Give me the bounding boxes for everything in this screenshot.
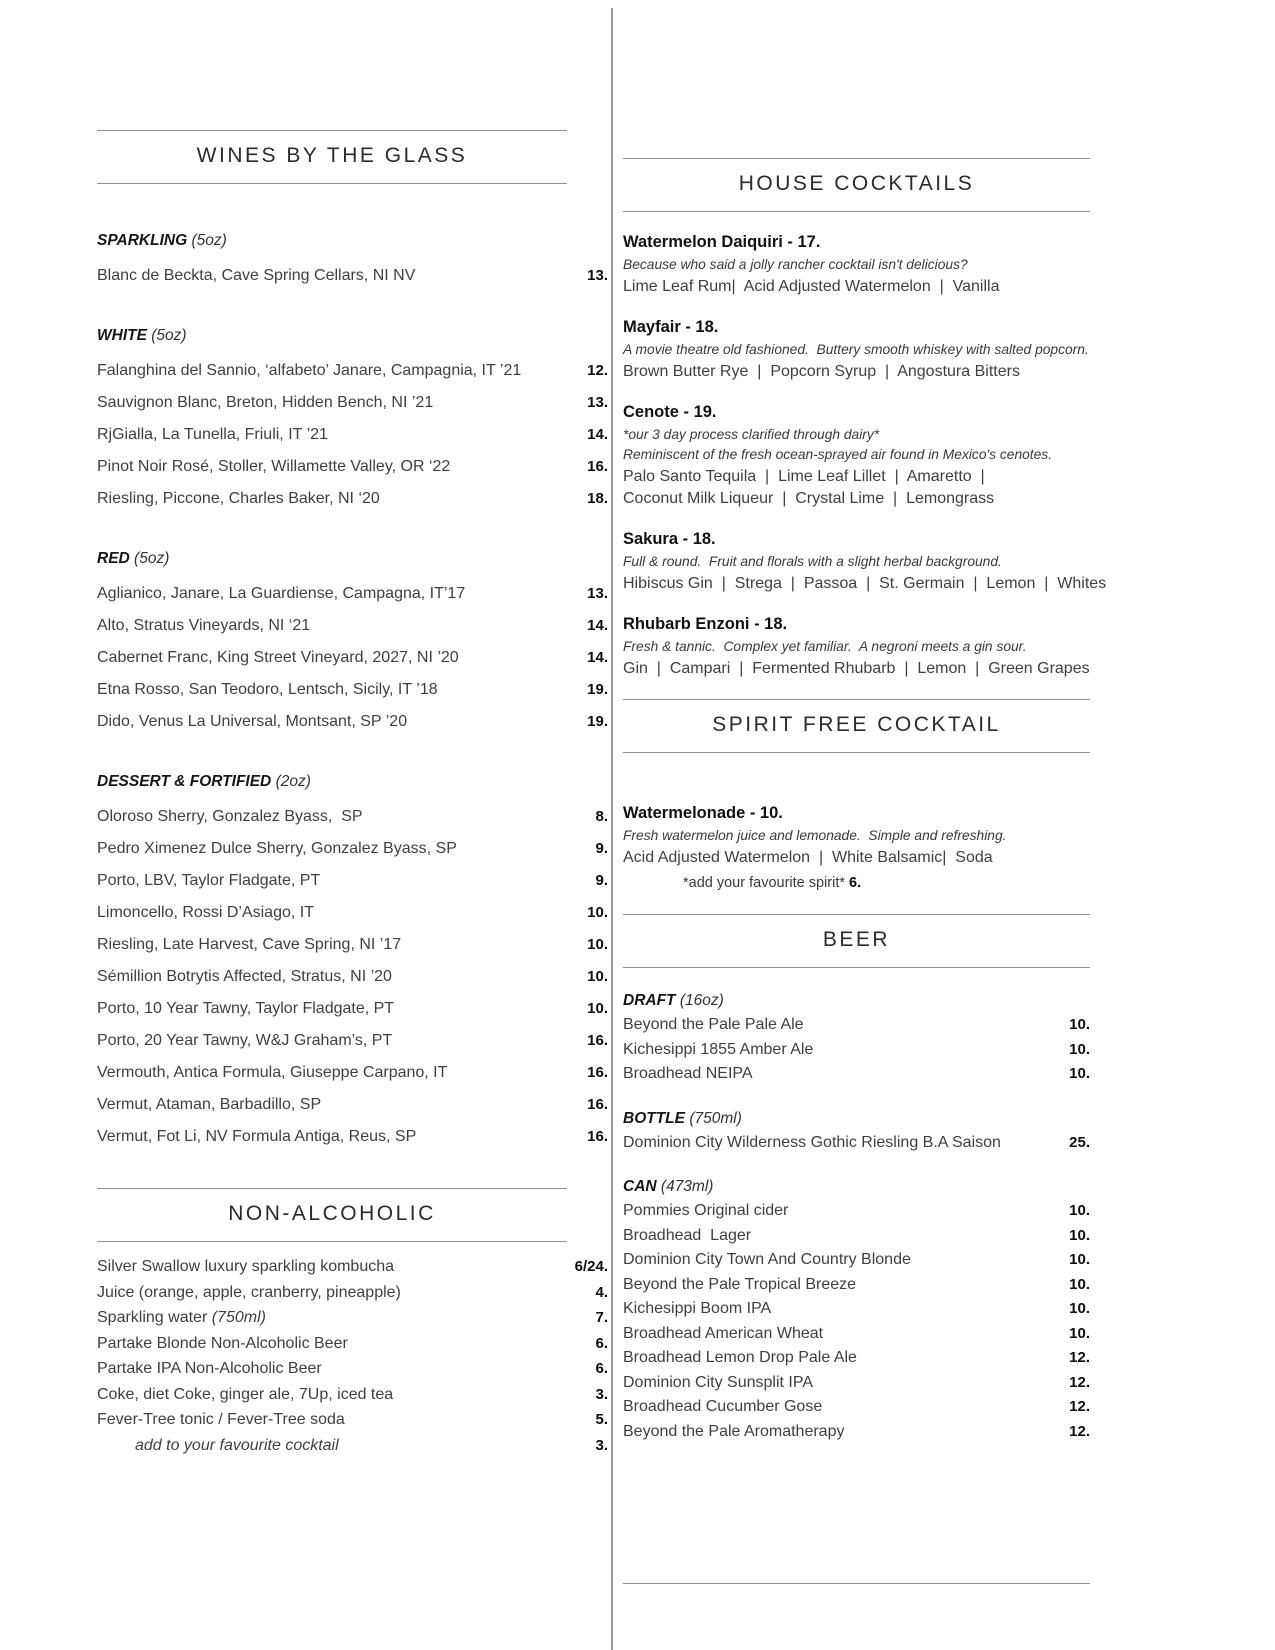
item-price: 16. bbox=[587, 1128, 608, 1145]
group-label bbox=[97, 327, 608, 345]
item-name: Broadhead Lager bbox=[623, 1226, 752, 1244]
group-label bbox=[623, 992, 1090, 1010]
menu-item-row bbox=[97, 1386, 608, 1404]
group-size-text: (5oz) bbox=[191, 232, 227, 249]
item-name: Pommies Original cider bbox=[623, 1202, 789, 1219]
menu-item-row bbox=[97, 267, 608, 285]
beer-group-draft bbox=[623, 992, 1090, 1090]
menu-item-row bbox=[97, 968, 608, 986]
item-name: Kichesippi Boom IPA bbox=[623, 1300, 772, 1317]
cocktail-entry bbox=[623, 402, 1090, 509]
item-name: Pedro Ximenez Dulce Sherry, Gonzalez Byass, SP bbox=[97, 840, 457, 857]
cocktail-ingredients: Brown Butter Rye | Popcorn Syrup | Angostura Bitters bbox=[623, 363, 1020, 380]
cocktail-description: Fresh watermelon juice and lemonade. Simple and refreshing. bbox=[623, 828, 1007, 843]
item-price: 6. bbox=[595, 1334, 608, 1352]
beer-group-bottle bbox=[623, 1110, 1090, 1159]
item-price: 10. bbox=[1069, 1300, 1090, 1317]
group-label-text: WHITE bbox=[97, 327, 147, 344]
item-price: 6/24. bbox=[574, 1258, 608, 1275]
cocktail-entry bbox=[623, 529, 1107, 594]
cocktail-description: *our 3 day process clarified through dairy* bbox=[623, 427, 880, 442]
wine-section-sparkling bbox=[97, 232, 608, 299]
bottom-section-rule bbox=[623, 1583, 1090, 1584]
wine-list bbox=[97, 232, 608, 1160]
cocktail-description: Fresh & tannic. Complex yet familiar. A negroni meets a gin sour. bbox=[623, 639, 1027, 654]
group-label bbox=[623, 1178, 1090, 1196]
item-price: 12. bbox=[1069, 1398, 1090, 1415]
item-price: 4. bbox=[595, 1283, 608, 1301]
item-name bbox=[97, 1309, 266, 1327]
group-label-text: CAN bbox=[623, 1178, 657, 1195]
beer-group-can bbox=[623, 1178, 1090, 1447]
item-price: 10. bbox=[1069, 1324, 1090, 1342]
item-name: Coke, diet Coke, ginger ale, 7Up, iced tea bbox=[97, 1385, 394, 1403]
menu-item-row bbox=[97, 490, 608, 508]
menu-item-row bbox=[623, 1276, 1090, 1294]
item-price: 7. bbox=[595, 1309, 608, 1326]
item-price: 12. bbox=[1069, 1422, 1090, 1440]
item-price: 25. bbox=[1069, 1133, 1090, 1151]
item-name: Alto, Stratus Vineyards, NI ‘21 bbox=[97, 617, 311, 634]
column-divider bbox=[611, 8, 613, 1650]
item-name: Vermut, Fot Li, NV Formula Antiga, Reus, SP bbox=[97, 1128, 417, 1145]
item-name: Falanghina del Sannio, ‘alfabeto’ Janare, Campagnia, IT ’21 bbox=[97, 362, 522, 379]
section-title-house-cocktails: HOUSE COCKTAILS bbox=[738, 172, 975, 195]
menu-item-row bbox=[97, 1064, 608, 1082]
menu-item-row bbox=[97, 1032, 608, 1050]
item-name: Partake IPA Non-Alcoholic Beer bbox=[97, 1360, 322, 1377]
non-alcoholic-header bbox=[97, 1188, 567, 1242]
wine-section-white bbox=[97, 327, 608, 522]
item-name: Beyond the Pale Tropical Breeze bbox=[623, 1275, 857, 1293]
item-name: Beyond the Pale Pale Ale bbox=[623, 1016, 804, 1033]
item-name: Sauvignon Blanc, Breton, Hidden Bench, NI ’21 bbox=[97, 394, 434, 411]
group-label bbox=[97, 773, 608, 791]
menu-item-row bbox=[623, 1423, 1090, 1441]
menu-item-row bbox=[97, 872, 608, 890]
wine-section-dessert-fortified bbox=[97, 773, 608, 1160]
menu-item-row bbox=[97, 1000, 608, 1018]
menu-item-row bbox=[97, 1258, 608, 1276]
cocktail-entry bbox=[623, 317, 1090, 382]
right-column bbox=[623, 158, 1107, 1467]
menu-item-row bbox=[97, 1309, 608, 1327]
menu-item-row bbox=[97, 649, 608, 667]
cocktail-ingredients: Coconut Milk Liqueur | Crystal Lime | Lemongrass bbox=[623, 490, 995, 507]
item-price: 18. bbox=[587, 490, 608, 507]
item-name: Broadhead NEIPA bbox=[623, 1065, 753, 1082]
item-price: 14. bbox=[587, 617, 608, 634]
group-size-text: (750ml) bbox=[689, 1109, 742, 1127]
section-title-non-alcoholic: NON-ALCOHOLIC bbox=[228, 1202, 436, 1225]
beer-header bbox=[623, 914, 1090, 968]
item-price: 16. bbox=[587, 458, 608, 475]
item-name: Fever-Tree tonic / Fever-Tree soda bbox=[97, 1411, 345, 1428]
item-name: RjGialla, La Tunella, Friuli, IT ’21 bbox=[97, 426, 328, 443]
item-name: Silver Swallow luxury sparkling kombucha bbox=[97, 1258, 395, 1275]
item-name: Porto, 10 Year Tawny, Taylor Fladgate, PT bbox=[97, 1000, 395, 1017]
group-label bbox=[97, 550, 608, 568]
menu-item-row bbox=[97, 1411, 608, 1429]
item-name: Dominion City Wilderness Gothic Riesling B.A Saison bbox=[623, 1133, 1001, 1151]
wines-header bbox=[97, 130, 567, 184]
item-name: Riesling, Piccone, Charles Baker, NI ‘20 bbox=[97, 490, 380, 507]
menu-item-row bbox=[97, 1128, 608, 1146]
group-label-text: RED bbox=[97, 550, 130, 567]
menu-item-row bbox=[97, 1096, 608, 1114]
group-size-text: (473ml) bbox=[660, 1178, 714, 1195]
header-rule bbox=[97, 183, 567, 184]
item-price: 12. bbox=[1069, 1373, 1090, 1391]
menu-item-row bbox=[623, 1349, 1090, 1367]
cocktail-name: Watermelonade - 10. bbox=[623, 804, 783, 822]
menu-item-row bbox=[623, 1325, 1090, 1343]
item-price: 10. bbox=[1069, 1016, 1090, 1033]
cocktail-description: Because who said a jolly rancher cocktail isn't delicious? bbox=[623, 257, 968, 272]
cocktail-name: Watermelon Daiquiri - 17. bbox=[623, 233, 821, 251]
menu-item-row bbox=[97, 426, 608, 444]
wine-section-red bbox=[97, 550, 608, 745]
cocktail-ingredients: Acid Adjusted Watermelon | White Balsamic| Soda bbox=[623, 849, 993, 866]
group-label bbox=[623, 1110, 1090, 1128]
item-price: 10. bbox=[1069, 1202, 1090, 1219]
group-size-text: (16oz) bbox=[679, 992, 724, 1009]
item-price: 19. bbox=[587, 713, 608, 730]
item-price: 9. bbox=[595, 872, 608, 889]
group-size-text: (5oz) bbox=[134, 550, 170, 567]
item-price: 10. bbox=[1069, 1275, 1090, 1293]
item-price: 16. bbox=[587, 1064, 608, 1081]
item-price: 10. bbox=[1069, 1226, 1090, 1244]
group-size-text: (5oz) bbox=[151, 327, 187, 344]
section-title-beer: BEER bbox=[822, 928, 891, 951]
item-name: Dido, Venus La Universal, Montsant, SP ’20 bbox=[97, 713, 408, 730]
cocktail-entry bbox=[623, 232, 1090, 297]
menu-item-row bbox=[97, 840, 608, 858]
item-name: Juice (orange, apple, cranberry, pineapple) bbox=[97, 1283, 401, 1301]
menu-item-row bbox=[97, 1360, 608, 1378]
header-rule bbox=[97, 1241, 567, 1242]
group-label-text: DRAFT bbox=[623, 992, 676, 1009]
item-name: Kichesippi 1855 Amber Ale bbox=[623, 1040, 814, 1058]
item-price: 8. bbox=[595, 808, 608, 825]
item-name: add to your favourite cocktail bbox=[135, 1436, 339, 1454]
cocktail-name: Rhubarb Enzoni - 18. bbox=[623, 615, 788, 633]
menu-item-row bbox=[623, 1016, 1090, 1034]
item-price: 10. bbox=[1069, 1251, 1090, 1268]
group-label-text: DESSERT & FORTIFIED bbox=[97, 773, 272, 790]
item-name: Pinot Noir Rosé, Stoller, Willamette Valley, OR ‘22 bbox=[97, 458, 451, 475]
menu-item-row bbox=[623, 1041, 1090, 1059]
menu-item-row bbox=[97, 713, 608, 731]
item-name: Blanc de Beckta, Cave Spring Cellars, NI NV bbox=[97, 267, 416, 284]
item-name: Partake Blonde Non-Alcoholic Beer bbox=[97, 1334, 348, 1352]
menu-item-row bbox=[623, 1374, 1090, 1392]
group-label-text: SPARKLING bbox=[97, 232, 188, 249]
menu-item-row bbox=[623, 1227, 1090, 1245]
menu-item-row bbox=[97, 1335, 608, 1353]
item-name: Porto, LBV, Taylor Fladgate, PT bbox=[97, 872, 321, 889]
item-price: 3. bbox=[595, 1436, 608, 1454]
item-name: Oloroso Sherry, Gonzalez Byass, SP bbox=[97, 808, 363, 825]
cocktail-ingredients: Hibiscus Gin | Strega | Passoa | St. Germain | Lemon | Whites bbox=[623, 575, 1107, 592]
item-price: 10. bbox=[1069, 1040, 1090, 1058]
item-name: Aglianico, Janare, La Guardiense, Campagna, IT’17 bbox=[97, 585, 466, 602]
cocktail-name: Mayfair - 18. bbox=[623, 318, 719, 336]
item-price: 16. bbox=[587, 1032, 608, 1049]
item-name: Vermut, Ataman, Barbadillo, SP bbox=[97, 1096, 322, 1113]
item-name: Vermouth, Antica Formula, Giuseppe Carpano, IT bbox=[97, 1064, 448, 1081]
item-name-text: Sparkling water bbox=[97, 1309, 212, 1326]
cocktail-description: A movie theatre old fashioned. Buttery smooth whiskey with salted popcorn. bbox=[623, 342, 1089, 357]
item-name: Cabernet Franc, King Street Vineyard, 2027, NI ’20 bbox=[97, 649, 459, 666]
add-spirit-note-price: 6. bbox=[849, 875, 862, 891]
item-size-note: (750ml) bbox=[211, 1309, 266, 1326]
non-alcoholic-list bbox=[97, 1258, 608, 1455]
menu-item-row bbox=[97, 458, 608, 476]
cocktail-entry bbox=[623, 803, 1090, 894]
item-price: 12. bbox=[587, 362, 608, 379]
item-price: 14. bbox=[587, 426, 608, 443]
menu-item-row bbox=[97, 617, 608, 635]
spirit-free-header bbox=[623, 699, 1090, 753]
item-price: 19. bbox=[587, 681, 608, 698]
menu-item-row bbox=[97, 904, 608, 922]
group-label-text: BOTTLE bbox=[623, 1109, 685, 1127]
header-rule bbox=[623, 752, 1090, 753]
menu-item-row bbox=[623, 1300, 1090, 1318]
item-price: 14. bbox=[587, 649, 608, 666]
cocktail-entry bbox=[623, 614, 1090, 679]
cocktail-name: Sakura - 18. bbox=[623, 530, 716, 548]
item-price: 6. bbox=[595, 1360, 608, 1377]
menu-item-row bbox=[623, 1065, 1090, 1083]
item-price: 12. bbox=[1069, 1349, 1090, 1366]
item-price: 16. bbox=[587, 1096, 608, 1113]
cocktail-ingredients: Lime Leaf Rum| Acid Adjusted Watermelon | Vanilla bbox=[623, 278, 1000, 295]
cocktail-description: Full & round. Fruit and florals with a slight herbal background. bbox=[623, 554, 1002, 569]
menu-item-row bbox=[97, 1284, 608, 1302]
item-price: 13. bbox=[587, 585, 608, 602]
add-spirit-note bbox=[683, 872, 1090, 894]
menu-item-row bbox=[623, 1398, 1090, 1416]
cocktail-name: Cenote - 19. bbox=[623, 403, 717, 421]
item-price: 10. bbox=[587, 1000, 608, 1017]
menu-item-row bbox=[97, 585, 608, 603]
item-name: Broadhead American Wheat bbox=[623, 1324, 824, 1342]
item-name: Broadhead Cucumber Gose bbox=[623, 1398, 823, 1415]
item-price: 9. bbox=[595, 840, 608, 857]
item-name: Etna Rosso, San Teodoro, Lentsch, Sicily, IT ’18 bbox=[97, 681, 438, 698]
cocktail-ingredients: Gin | Campari | Fermented Rhubarb | Lemon | Green Grapes bbox=[623, 660, 1090, 677]
item-price: 13. bbox=[587, 267, 608, 284]
item-name: Porto, 20 Year Tawny, W&J Graham’s, PT bbox=[97, 1032, 393, 1049]
group-size-text: (2oz) bbox=[275, 773, 311, 790]
header-rule bbox=[623, 967, 1090, 968]
left-column bbox=[97, 130, 608, 1462]
menu-item-row bbox=[623, 1134, 1090, 1152]
item-name: Riesling, Late Harvest, Cave Spring, NI ’17 bbox=[97, 936, 402, 953]
menu-item-row bbox=[97, 681, 608, 699]
item-price: 10. bbox=[587, 904, 608, 921]
item-name: Dominion City Sunsplit IPA bbox=[623, 1373, 813, 1391]
item-price: 10. bbox=[587, 936, 608, 953]
item-price: 10. bbox=[587, 968, 608, 985]
menu-item-row bbox=[623, 1202, 1090, 1220]
item-price: 5. bbox=[595, 1411, 608, 1428]
cocktail-ingredients: Palo Santo Tequila | Lime Leaf Lillet | Amaretto | bbox=[623, 468, 985, 485]
menu-item-row bbox=[97, 362, 608, 380]
menu-item-row bbox=[97, 936, 608, 954]
item-price: 10. bbox=[1069, 1065, 1090, 1082]
menu-item-row bbox=[97, 394, 608, 412]
menu-item-row bbox=[97, 1437, 608, 1455]
item-price: 13. bbox=[587, 394, 608, 411]
cocktail-description: Reminiscent of the fresh ocean-sprayed air found in Mexico's cenotes. bbox=[623, 447, 1053, 462]
item-name: Beyond the Pale Aromatherapy bbox=[623, 1422, 845, 1440]
header-rule bbox=[623, 211, 1090, 212]
item-name: Dominion City Town And Country Blonde bbox=[623, 1251, 911, 1268]
beer-list bbox=[623, 992, 1090, 1447]
menu-item-row bbox=[623, 1251, 1090, 1269]
add-spirit-note-text: *add your favourite spirit* bbox=[683, 875, 850, 891]
house-cocktails-header bbox=[623, 158, 1090, 212]
item-name: Sémillion Botrytis Affected, Stratus, NI ’20 bbox=[97, 968, 392, 985]
item-name: Broadhead Lemon Drop Pale Ale bbox=[623, 1349, 857, 1366]
item-price: 3. bbox=[595, 1385, 608, 1403]
section-title-wines: WINES BY THE GLASS bbox=[196, 144, 468, 167]
menu-item-row bbox=[97, 808, 608, 826]
section-title-spirit-free: SPIRIT FREE COCKTAIL bbox=[712, 713, 1001, 736]
group-label bbox=[97, 232, 608, 250]
item-name: Limoncello, Rossi D’Asiago, IT bbox=[97, 904, 314, 921]
